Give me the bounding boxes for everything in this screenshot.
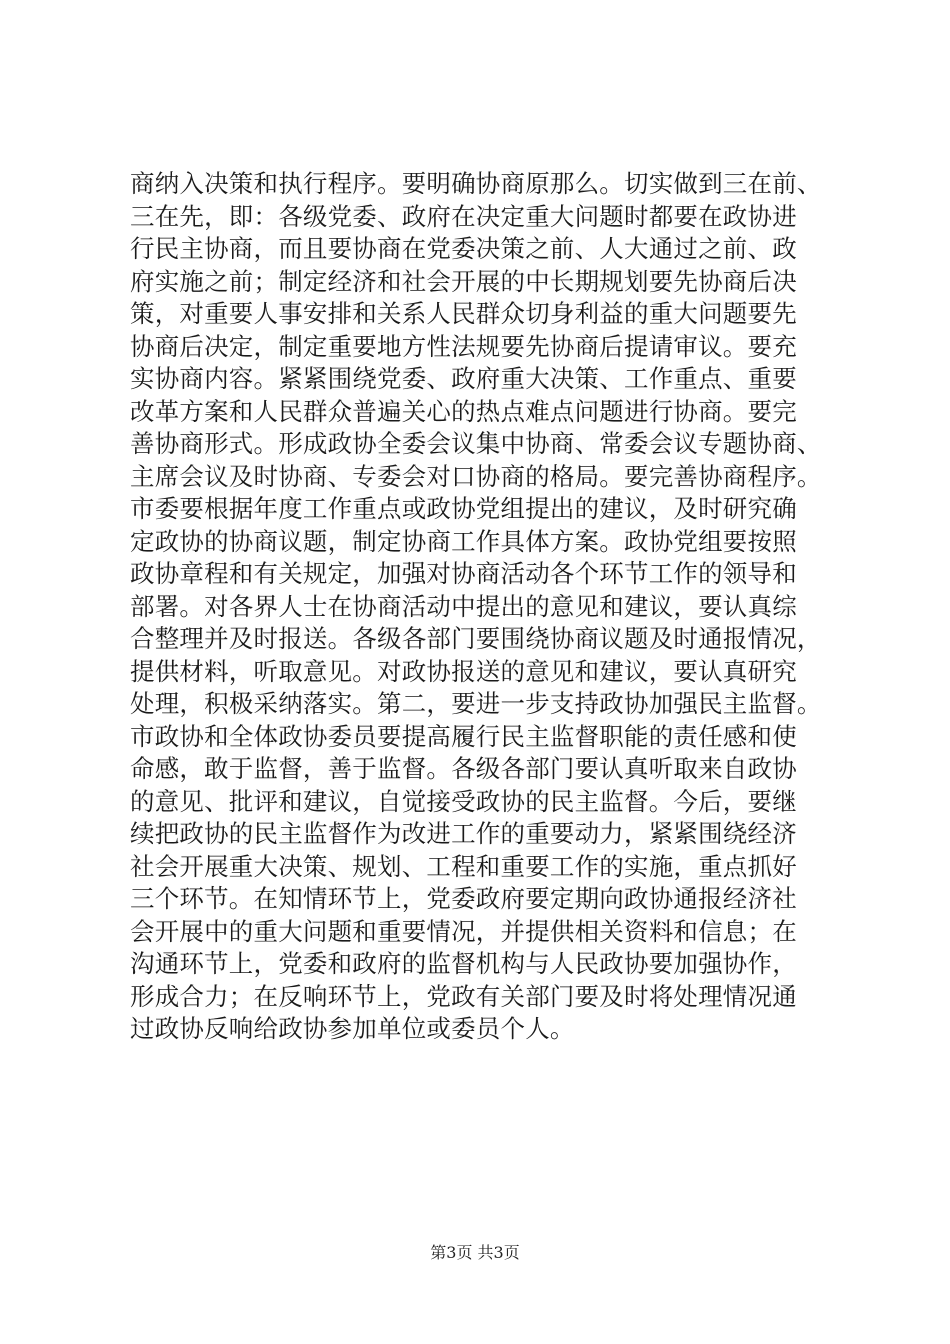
text-line: 府实施之前；制定经济和社会开展的中长期规划要先协商后决: [130, 266, 797, 296]
text-line: 过政协反响给政协参加单位或委员个人。: [130, 1014, 575, 1043]
text-line: 三个环节。在知情环节上，党委政府要定期向政协通报经济社: [130, 884, 797, 913]
text-line: 实协商内容。紧紧围绕党委、政府重大决策、工作重点、重要: [130, 364, 797, 393]
text-line: 续把政协的民主监督作为改进工作的重要动力，紧紧围绕经济: [130, 819, 797, 848]
page-number-label: 第3页 共3页: [430, 1243, 520, 1262]
text-line: 部署。对各界人士在协商活动中提出的意见和建议，要认真综: [130, 591, 797, 621]
text-line: 协商后决定，制定重要地方性法规要先协商后提请审议。要充: [130, 331, 797, 361]
body-paragraph: [130, 168, 870, 1046]
page-footer: [0, 1243, 950, 1263]
text-line: 政协章程和有关规定，加强对协商活动各个环节工作的领导和: [130, 559, 797, 588]
text-line: 策，对重要人事安排和关系人民群众切身利益的重大问题要先: [130, 299, 797, 328]
text-line: 沟通环节上，党委和政府的监督机构与人民政协要加强协作，: [130, 949, 797, 978]
text-line: 定政协的协商议题，制定协商工作具体方案。政协党组要按照: [130, 526, 797, 556]
text-line: 主席会议及时协商、专委会对口协商的格局。要完善协商程序。: [130, 461, 822, 491]
text-line: 合整理并及时报送。各级各部门要围绕协商议题及时通报情况，: [130, 624, 822, 653]
text-line: 会开展中的重大问题和重要情况，并提供相关资料和信息；在: [130, 916, 797, 946]
text-line: 命感，敢于监督，善于监督。各级各部门要认真听取来自政协: [130, 754, 797, 783]
text-line: 市委要根据年度工作重点或政协党组提出的建议，及时研究确: [130, 494, 797, 523]
text-line: 市政协和全体政协委员要提高履行民主监督职能的责任感和使: [130, 721, 797, 751]
text-line: 商纳入决策和执行程序。要明确协商原那么。切实做到三在前、: [130, 169, 822, 198]
text-line: 改革方案和人民群众普遍关心的热点难点问题进行协商。要完: [130, 396, 797, 426]
text-line: 善协商形式。形成政协全委会议集中协商、常委会议专题协商、: [130, 429, 822, 458]
text-line: 处理，积极采纳落实。第二，要进一步支持政协加强民主监督。: [130, 689, 822, 718]
text-line: 社会开展重大决策、规划、工程和重要工作的实施，重点抓好: [130, 851, 797, 881]
text-line: 行民主协商，而且要协商在党委决策之前、人大通过之前、政: [130, 234, 797, 263]
text-line: 形成合力；在反响环节上，党政有关部门要及时将处理情况通: [130, 981, 797, 1011]
text-line: 三在先，即：各级党委、政府在决定重大问题时都要在政协进: [130, 201, 797, 231]
text-line: 的意见、批评和建议，自觉接受政协的民主监督。今后，要继: [130, 786, 797, 816]
text-line: 提供材料，听取意见。对政协报送的意见和建议，要认真研究: [130, 656, 797, 686]
